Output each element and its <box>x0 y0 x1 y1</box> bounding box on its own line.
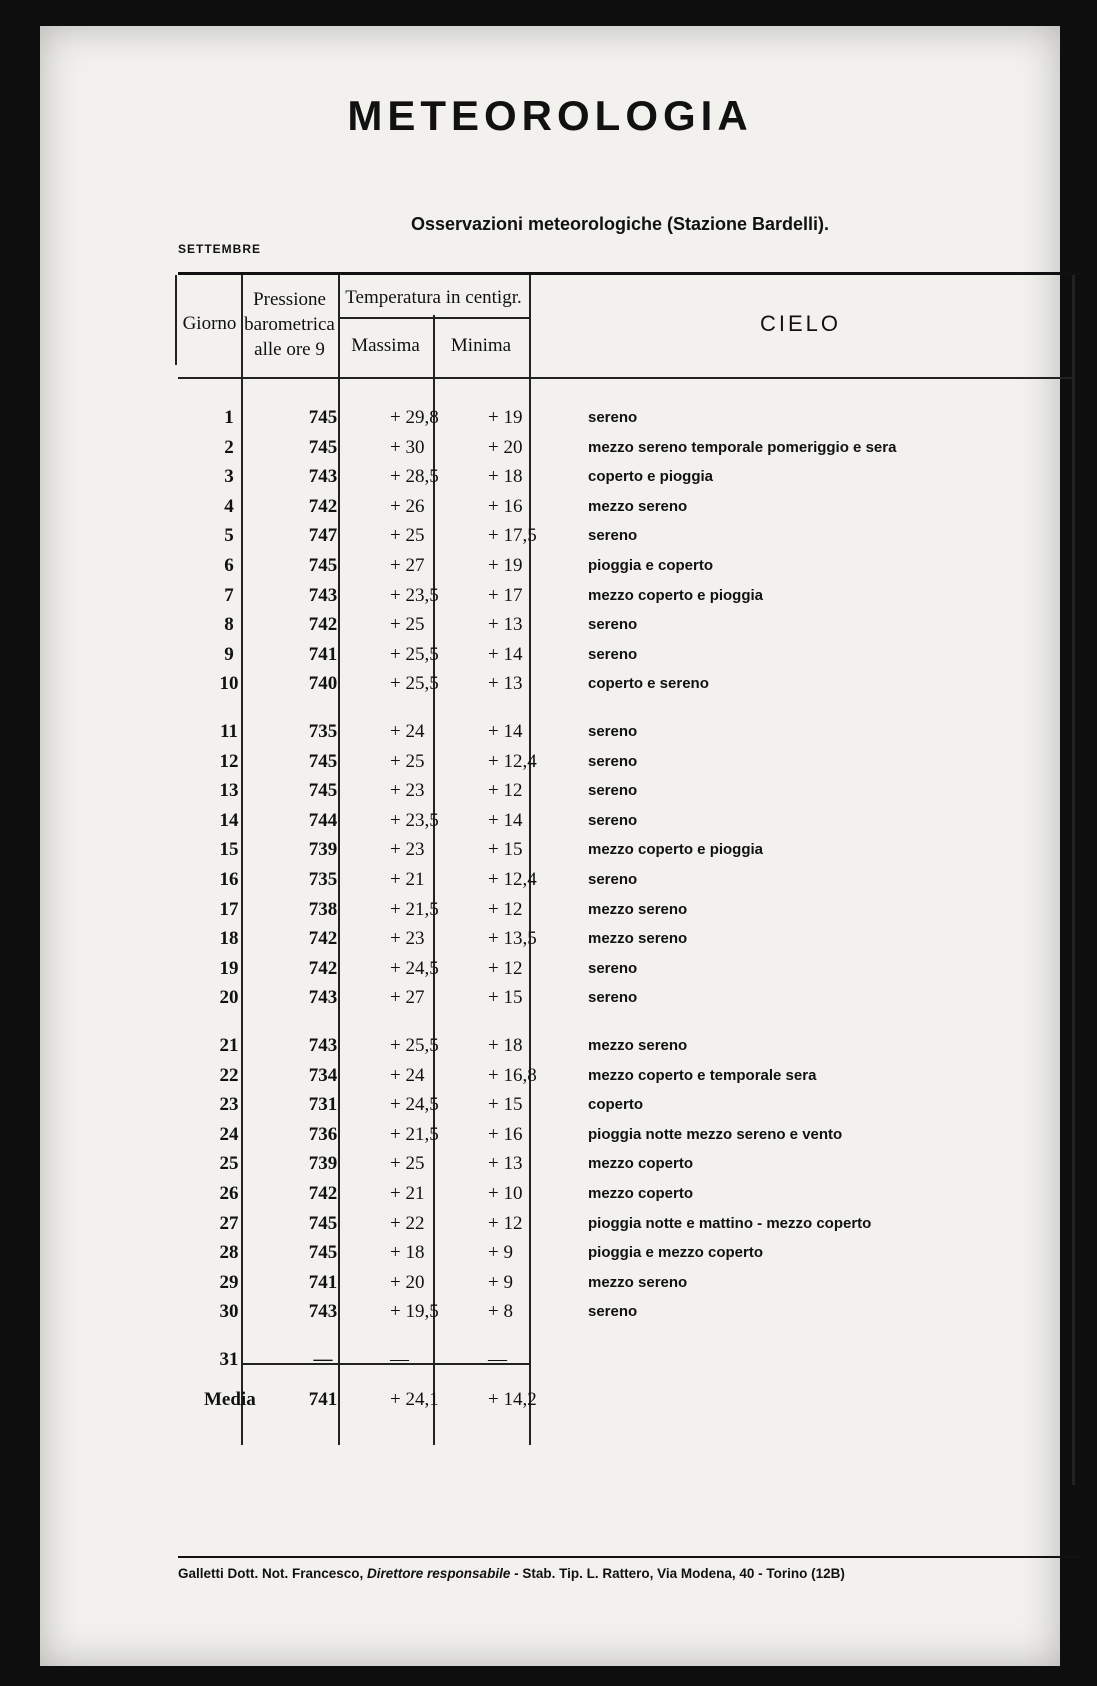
row-sky: mezzo sereno <box>588 900 688 918</box>
table-row <box>178 1149 1080 1178</box>
media-min: + 14,2 <box>488 1389 537 1410</box>
table-row <box>178 776 1080 805</box>
row-min-temp: + 12,4 <box>488 869 537 890</box>
row-min-temp: — <box>488 1349 507 1370</box>
row-pressure: 744 <box>308 809 338 831</box>
row-day: 27 <box>219 1212 239 1234</box>
row-max-temp: + 23 <box>390 928 425 950</box>
row-day: 8 <box>224 614 234 636</box>
row-pressure: 743 <box>308 584 338 606</box>
row-pressure: 745 <box>308 750 338 772</box>
row-min-temp: + 12 <box>488 898 523 920</box>
row-max-temp: + 24 <box>390 1064 425 1086</box>
row-sky: mezzo sereno <box>588 1037 688 1054</box>
row-min-temp: + 14 <box>488 721 523 742</box>
row-pressure: 735 <box>308 721 338 742</box>
table-row <box>178 1179 1080 1208</box>
table-row <box>178 895 1080 924</box>
row-min-temp: + 13 <box>488 614 523 636</box>
observations-table <box>178 272 1080 1545</box>
media-label: Media <box>204 1389 256 1410</box>
row-max-temp: — <box>390 1349 409 1370</box>
table-left-rule <box>175 275 177 365</box>
row-sky: sereno <box>588 782 638 800</box>
row-min-temp: + 15 <box>488 987 523 1009</box>
row-min-temp: + 16 <box>488 1123 523 1145</box>
row-sky: coperto <box>588 1096 644 1114</box>
row-max-temp: + 23 <box>390 839 425 861</box>
row-sky: mezzo coperto <box>588 1185 694 1202</box>
row-min-temp: + 9 <box>488 1271 513 1293</box>
table-row <box>178 521 1080 550</box>
table-row <box>178 669 1080 698</box>
footer-role: Direttore responsabile <box>367 1566 511 1581</box>
row-min-temp: + 17 <box>488 584 523 606</box>
row-pressure: 745 <box>308 436 338 458</box>
row-max-temp: + 24,5 <box>390 1094 439 1116</box>
row-min-temp: + 13,5 <box>488 928 537 950</box>
table-row <box>178 1297 1080 1326</box>
row-day: 1 <box>224 407 234 428</box>
table-row <box>178 581 1080 610</box>
table-row <box>178 1090 1080 1119</box>
table-row <box>178 610 1080 639</box>
row-day: 9 <box>224 643 234 665</box>
row-pressure: 739 <box>308 839 338 861</box>
media-pressure: 741 <box>308 1389 338 1410</box>
row-min-temp: + 19 <box>488 407 523 428</box>
row-min-temp: + 16,8 <box>488 1064 537 1086</box>
row-max-temp: + 27 <box>390 555 425 576</box>
row-max-temp: + 25 <box>390 750 425 772</box>
row-max-temp: + 21,5 <box>390 898 439 920</box>
row-sky: pioggia e mezzo coperto <box>588 1244 764 1262</box>
row-day: 23 <box>219 1094 239 1116</box>
table-row <box>178 1031 1080 1060</box>
header-cielo: CIELO <box>759 311 842 336</box>
page <box>40 26 1060 1666</box>
row-day: 15 <box>219 839 239 861</box>
row-max-temp: + 23,5 <box>390 584 439 606</box>
table-row <box>178 954 1080 983</box>
row-max-temp: + 21,5 <box>390 1123 439 1145</box>
row-day: 31 <box>219 1349 239 1370</box>
header-pressione-line1: Pressione <box>253 289 326 310</box>
row-max-temp: + 21 <box>390 869 425 890</box>
header-pressione-line3: alle ore 9 <box>254 339 325 360</box>
row-min-temp: + 10 <box>488 1183 523 1204</box>
row-max-temp: + 25,5 <box>390 1035 439 1056</box>
row-sky: sereno <box>588 616 638 634</box>
row-sky: coperto e sereno <box>588 675 709 693</box>
row-min-temp: + 17,5 <box>488 525 537 547</box>
media-row <box>178 1385 1080 1414</box>
table-row <box>178 1209 1080 1238</box>
row-max-temp: + 25 <box>390 525 425 547</box>
row-day: 20 <box>219 987 239 1009</box>
row-max-temp: + 20 <box>390 1271 425 1293</box>
row-sky: pioggia notte mezzo sereno e vento <box>588 1125 843 1143</box>
row-day: 26 <box>219 1183 239 1204</box>
header-pressione-line2: barometrica <box>244 314 335 335</box>
row-min-temp: + 15 <box>488 839 523 861</box>
row-pressure: 745 <box>308 1212 338 1234</box>
row-pressure: 735 <box>308 869 338 890</box>
row-sky: coperto e pioggia <box>588 468 714 486</box>
page-title: METEOROLOGIA <box>347 92 753 139</box>
row-sky: sereno <box>588 1303 638 1321</box>
table-row <box>178 865 1080 894</box>
header-giorno: Giorno <box>182 313 237 334</box>
row-min-temp: + 20 <box>488 436 523 458</box>
row-min-temp: + 14 <box>488 809 523 831</box>
row-max-temp: + 29,8 <box>390 407 439 428</box>
row-sky: sereno <box>588 989 638 1007</box>
row-sky: sereno <box>588 959 638 977</box>
table-row <box>178 835 1080 864</box>
row-min-temp: + 12 <box>488 957 523 979</box>
row-day: 4 <box>224 495 234 517</box>
table-row <box>178 1268 1080 1297</box>
table-row <box>178 717 1080 746</box>
table-row <box>178 1238 1080 1267</box>
row-max-temp: + 21 <box>390 1183 425 1204</box>
row-min-temp: + 12 <box>488 1212 523 1234</box>
row-max-temp: + 25 <box>390 1153 425 1175</box>
row-pressure: 739 <box>308 1153 338 1175</box>
row-pressure: 741 <box>308 643 338 665</box>
row-pressure: 745 <box>308 555 338 576</box>
row-pressure: 740 <box>308 673 338 695</box>
row-max-temp: + 24 <box>390 721 425 742</box>
row-pressure: 741 <box>308 1271 338 1293</box>
row-max-temp: + 28,5 <box>390 466 439 488</box>
row-max-temp: + 25,5 <box>390 673 439 695</box>
header-minima: Minima <box>450 335 512 356</box>
row-sky: pioggia e coperto <box>588 557 714 574</box>
row-min-temp: + 8 <box>488 1301 513 1323</box>
row-pressure: 743 <box>308 987 338 1009</box>
row-sky: sereno <box>588 409 638 426</box>
row-pressure: 745 <box>308 1242 338 1264</box>
row-day: 28 <box>219 1242 239 1264</box>
row-pressure: — <box>313 1349 333 1370</box>
row-min-temp: + 15 <box>488 1094 523 1116</box>
row-sky: mezzo sereno <box>588 930 688 948</box>
row-day: 21 <box>219 1035 239 1056</box>
row-day: 19 <box>219 957 239 979</box>
row-pressure: 742 <box>308 614 338 636</box>
row-day: 14 <box>219 809 239 831</box>
row-sky: sereno <box>588 527 638 545</box>
row-day: 16 <box>219 869 239 890</box>
row-min-temp: + 14 <box>488 643 523 665</box>
row-pressure: 742 <box>308 957 338 979</box>
row-max-temp: + 25,5 <box>390 643 439 665</box>
row-day: 13 <box>219 780 239 802</box>
row-sky: mezzo sereno <box>588 497 688 515</box>
row-day: 30 <box>219 1301 239 1323</box>
row-pressure: 742 <box>308 495 338 517</box>
row-pressure: 745 <box>308 780 338 802</box>
row-sky: sereno <box>588 752 638 770</box>
row-day: 10 <box>219 673 239 695</box>
row-max-temp: + 24,5 <box>390 957 439 979</box>
row-sky: sereno <box>588 811 638 829</box>
row-pressure: 743 <box>308 1035 338 1056</box>
row-day: 12 <box>219 750 239 772</box>
table-body <box>178 275 1080 1545</box>
table-row <box>178 1345 1080 1374</box>
row-sky: mezzo coperto e temporale sera <box>588 1066 817 1084</box>
row-sky: mezzo coperto e pioggia <box>588 841 764 859</box>
table-row <box>178 640 1080 669</box>
row-sky: mezzo sereno <box>588 1273 688 1291</box>
row-day: 2 <box>224 436 234 458</box>
row-day: 6 <box>224 555 234 576</box>
row-day: 22 <box>219 1064 239 1086</box>
row-min-temp: + 12 <box>488 780 523 802</box>
row-min-temp: + 18 <box>488 1035 523 1056</box>
footer-right: - Stab. Tip. L. Rattero, Via Modena, 40 - Torino (12B) <box>510 1566 845 1581</box>
row-max-temp: + 22 <box>390 1212 425 1234</box>
row-day: 11 <box>220 721 238 742</box>
row-max-temp: + 18 <box>390 1242 425 1264</box>
header-massima: Massima <box>351 335 420 356</box>
row-min-temp: + 13 <box>488 1153 523 1175</box>
row-day: 17 <box>219 898 239 920</box>
row-day: 3 <box>224 466 234 488</box>
table-row <box>178 924 1080 953</box>
row-sky: sereno <box>588 871 638 888</box>
row-max-temp: + 23,5 <box>390 809 439 831</box>
row-day: 24 <box>219 1123 239 1145</box>
row-min-temp: + 12,4 <box>488 750 537 772</box>
table-row <box>178 806 1080 835</box>
row-max-temp: + 27 <box>390 987 425 1009</box>
table-row <box>178 462 1080 491</box>
row-pressure: 743 <box>308 466 338 488</box>
header-temperatura: Temperatura in centigr. <box>345 287 522 308</box>
row-pressure: 736 <box>308 1123 338 1145</box>
row-pressure: 742 <box>308 928 338 950</box>
media-max: + 24,1 <box>390 1389 439 1410</box>
table-row <box>178 433 1080 462</box>
row-sky: pioggia notte e mattino - mezzo coperto <box>588 1214 872 1232</box>
table-row <box>178 403 1080 432</box>
row-max-temp: + 23 <box>390 780 425 802</box>
row-day: 7 <box>224 584 234 606</box>
footer-left: Galletti Dott. Not. Francesco, <box>178 1566 368 1581</box>
subtitle: Osservazioni meteorologiche (Stazione Bardelli). <box>410 214 830 234</box>
row-max-temp: + 30 <box>390 436 425 458</box>
row-min-temp: + 9 <box>488 1242 513 1264</box>
footer-imprint <box>178 1566 1078 1581</box>
row-max-temp: + 19,5 <box>390 1301 439 1323</box>
row-pressure: 734 <box>308 1064 338 1086</box>
row-sky: mezzo sereno temporale pomeriggio e sera <box>588 438 897 456</box>
row-day: 5 <box>224 525 234 547</box>
table-row <box>178 983 1080 1012</box>
footer-rule <box>178 1556 1080 1558</box>
row-pressure: 742 <box>308 1183 338 1204</box>
row-pressure: 743 <box>308 1301 338 1323</box>
row-pressure: 738 <box>308 898 338 920</box>
table-row <box>178 747 1080 776</box>
row-min-temp: + 16 <box>488 495 523 517</box>
row-day: 18 <box>219 928 239 950</box>
table-row <box>178 492 1080 521</box>
row-max-temp: + 26 <box>390 495 425 517</box>
row-pressure: 731 <box>308 1094 338 1116</box>
table-row <box>178 1120 1080 1149</box>
row-pressure: 745 <box>308 407 338 428</box>
table-row <box>178 551 1080 580</box>
row-sky: sereno <box>588 723 638 740</box>
month-label: SETTEMBRE <box>178 242 262 256</box>
row-sky: mezzo coperto <box>588 1155 694 1173</box>
row-min-temp: + 13 <box>488 673 523 695</box>
table-row <box>178 1061 1080 1090</box>
row-min-temp: + 18 <box>488 466 523 488</box>
row-sky: sereno <box>588 645 638 663</box>
row-max-temp: + 25 <box>390 614 425 636</box>
row-day: 29 <box>219 1271 239 1293</box>
row-min-temp: + 19 <box>488 555 523 576</box>
row-day: 25 <box>219 1153 239 1175</box>
row-sky: mezzo coperto e pioggia <box>588 586 764 604</box>
row-pressure: 747 <box>308 525 338 547</box>
